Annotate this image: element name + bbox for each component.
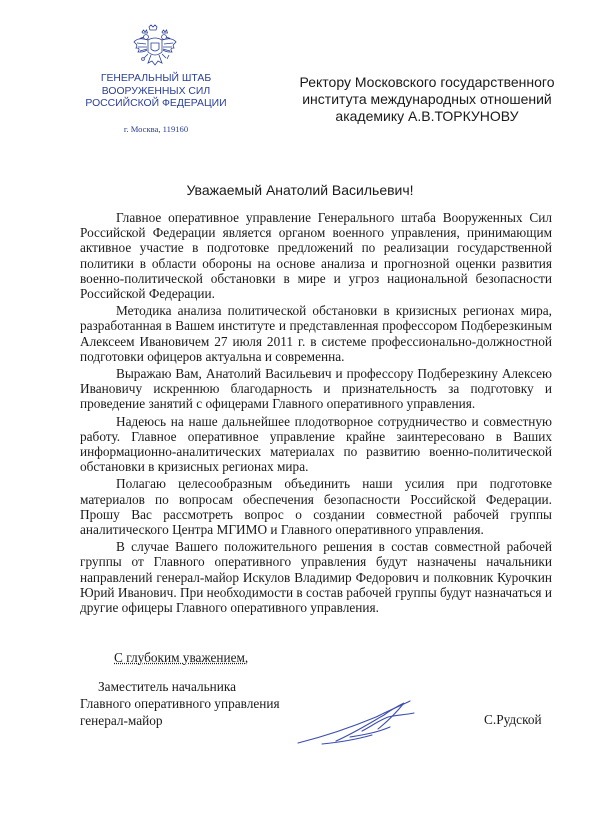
letterhead-org-line: ВООРУЖЕННЫХ СИЛ bbox=[101, 85, 211, 97]
letter-body bbox=[80, 210, 552, 617]
body-paragraph: В случае Вашего положительного решения в состав совместной рабочей группы от Главного оперативного управления будут назначены начальники направлений генерал-майор Искулов Владимир Федорович и полковник Курочкин Юрий Иванович. При необходимости в состав рабочей группы будут назначаться и другие офицеры Главного оперативного управления. bbox=[80, 539, 552, 616]
closing-phrase: С глубоким уважением, bbox=[114, 650, 249, 665]
letterhead-org-line: РОССИЙСКОЙ ФЕДЕРАЦИИ bbox=[85, 98, 227, 110]
body-paragraph: Выражаю Вам, Анатолий Васильевич и профессору Подберезкину Алексею Ивановичу искреннюю благодарность и признательность за подготовку и проведение занятий с офицерами Главного оперативного управления. bbox=[80, 366, 552, 412]
double-headed-eagle-icon bbox=[132, 24, 178, 68]
addressee-line: института международных отношений bbox=[302, 91, 552, 107]
body-paragraph: Полагаю целесообразным объединить наши усилия при подготовке материалов по вопросам обеспечения безопасности Российской Федерации. Прошу Вас рассмотреть вопрос о создании совместной рабочей группы аналитического Центра МГИМО и Главного оперативного управления. bbox=[80, 476, 552, 538]
addressee-line: академику А.В.ТОРКУНОВУ bbox=[335, 108, 519, 124]
letterhead-org-line: ГЕНЕРАЛЬНЫЙ ШТАБ bbox=[100, 73, 212, 84]
handwritten-signature-icon bbox=[292, 697, 432, 749]
letterhead-org bbox=[60, 73, 252, 111]
signer-title-line: Заместитель начальника bbox=[98, 679, 237, 694]
signer-title-line: генерал-майор bbox=[80, 713, 163, 728]
signer-title-line: Главного оперативного управления bbox=[80, 696, 280, 711]
addressee-line: Ректору Московского государственного bbox=[299, 74, 555, 90]
body-paragraph: Надеюсь на наше дальнейшее плодотворное сотрудничество и совместную работу. Главное оперативное управление крайне заинтересовано в Ваших информационно-аналитических материалах по развитию военно-политической обстановки в кризисных регионах мира. bbox=[80, 413, 552, 475]
addressee-block bbox=[292, 74, 562, 125]
letterhead-city: г. Москва, 119160 bbox=[123, 124, 189, 134]
body-paragraph: Главное оперативное управление Генерального штаба Вооруженных Сил Российской Федерации является органом военного управления, принимающим активное участие в подготовке предложений по реализации государственной политики в области обороны на основе анализа и прогнозной оценки развития военно-политической обстановки в мире и угроз национальной безопасности Российской Федерации. bbox=[80, 210, 552, 302]
salutation: Уважаемый Анатолий Васильевич! bbox=[186, 182, 414, 198]
body-paragraph: Методика анализа политической обстановки в кризисных регионах мира, разработанная в Вашем институте и представленная профессором Подберезкиным Алексеем Ивановичем 27 июля 2011 г. в системе профессионально-должностной подготовки офицеров актуальна и современна. bbox=[80, 303, 552, 364]
signer-name: С.Рудской bbox=[484, 712, 542, 727]
